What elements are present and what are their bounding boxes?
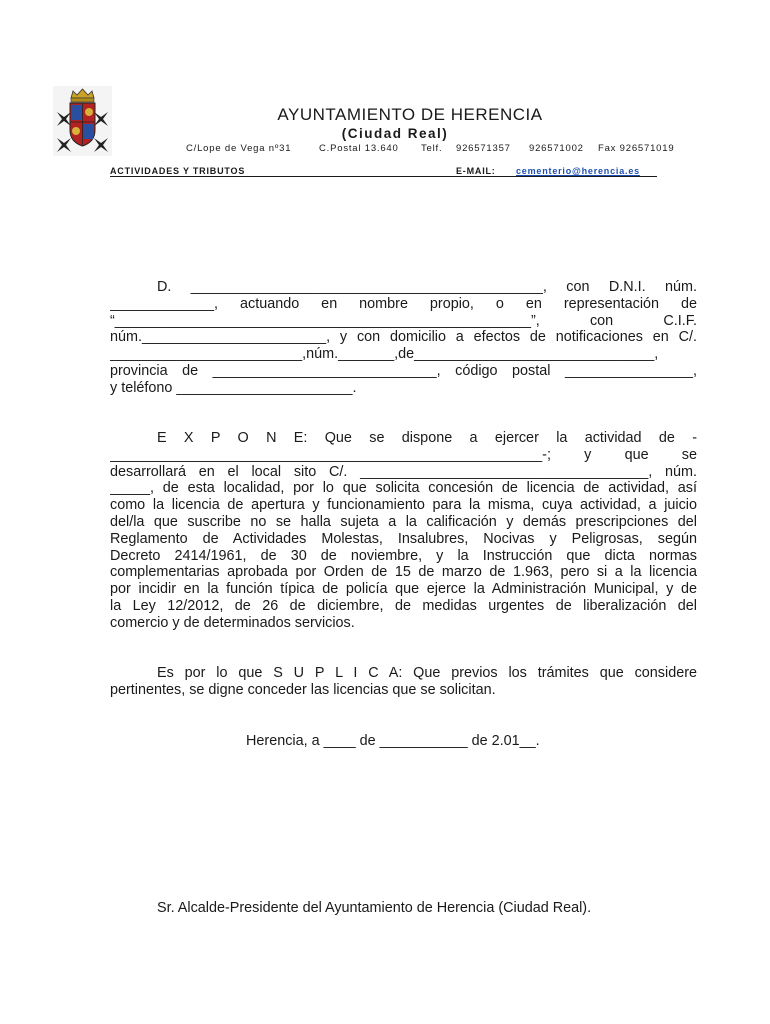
paragraph-line: D. ____________________________________________, con D.N.I. núm. [157, 279, 697, 295]
address: C/Lope de Vega nº31 [186, 143, 292, 154]
paragraph-line: _____________, actuando en nombre propio, o en representación de [110, 295, 697, 312]
telephone-1: 926571357 [456, 143, 511, 154]
paragraph-line: como la licencia de apertura y funcionamiento para la misma, cuya actividad, a juicio [110, 497, 697, 514]
institution-title: AYUNTAMIENTO DE HERENCIA [277, 105, 543, 124]
paragraph-line: Decreto 2414/1961, de 30 de noviembre, y la Instrucción que dicta normas [110, 547, 697, 564]
paragraph-line: Reglamento de Actividades Molestas, Insalubres, Nocivas y Peligrosas, según [110, 530, 697, 547]
expone-paragraph [110, 430, 697, 632]
applicant-paragraph [110, 279, 697, 397]
paragraph-line: del/la que suscribe no se halla sujeta a la calificación y demás prescripciones del [110, 513, 697, 530]
paragraph-line: la Ley 12/2012, de 26 de diciembre, de medidas urgentes de liberalización del [110, 597, 697, 614]
closing-addressee: Sr. Alcalde-Presidente del Ayuntamiento de Herencia (Ciudad Real). [157, 900, 592, 916]
paragraph-line: por incidir en la función típica de policía que ejerce la Administración Municipal, y de [110, 581, 697, 598]
paragraph-line: núm._______________________, y con domicilio a efectos de notificaciones en C/. [110, 329, 697, 346]
paragraph-line: Es por lo que S U P L I C A: Que previos los trámites que considere [157, 665, 697, 681]
paragraph-line: pertinentes, se digne conceder las licencias que se solicitan. [110, 681, 496, 698]
date-line: Herencia, a ____ de ___________ de 2.01__. [246, 733, 540, 749]
paragraph-line: ______________________________________________________-; y que se [110, 446, 697, 463]
paragraph-line: _____, de esta localidad, por lo que solicita concesión de licencia de actividad, así [110, 480, 697, 497]
telephone-2: 926571002 [529, 143, 584, 154]
paragraph-line: “____________________________________________________”, con C.I.F. [110, 312, 697, 329]
telephone-label: Telf. [421, 143, 443, 154]
paragraph-line: ________________________,núm._______,de______________________________, [110, 346, 659, 363]
institution-subtitle: (Ciudad Real) [341, 126, 449, 141]
paragraph-line: complementarias aprobada por Orden de 15 de marzo de 1.963, pero si a la licencia [110, 564, 697, 581]
paragraph-line: provincia de ____________________________, código postal ________________, [110, 362, 697, 379]
suplica-paragraph [110, 665, 697, 699]
paragraph-line: y teléfono ______________________. [110, 379, 357, 396]
paragraph-line: desarrollará en el local sito C/. ____________________________________, núm. [110, 463, 697, 480]
email-label: E-MAIL: [456, 166, 496, 176]
paragraph-line: E X P O N E: Que se dispone a ejercer la actividad de - [157, 430, 697, 446]
department-label: ACTIVIDADES Y TRIBUTOS [110, 166, 246, 176]
paragraph-line: comercio y de determinados servicios. [110, 614, 355, 631]
email-link[interactable]: cementerio@herencia.es [516, 166, 640, 176]
postal-code: C.Postal 13.640 [319, 143, 399, 154]
header-divider [110, 176, 657, 177]
fax: Fax 926571019 [598, 143, 675, 154]
